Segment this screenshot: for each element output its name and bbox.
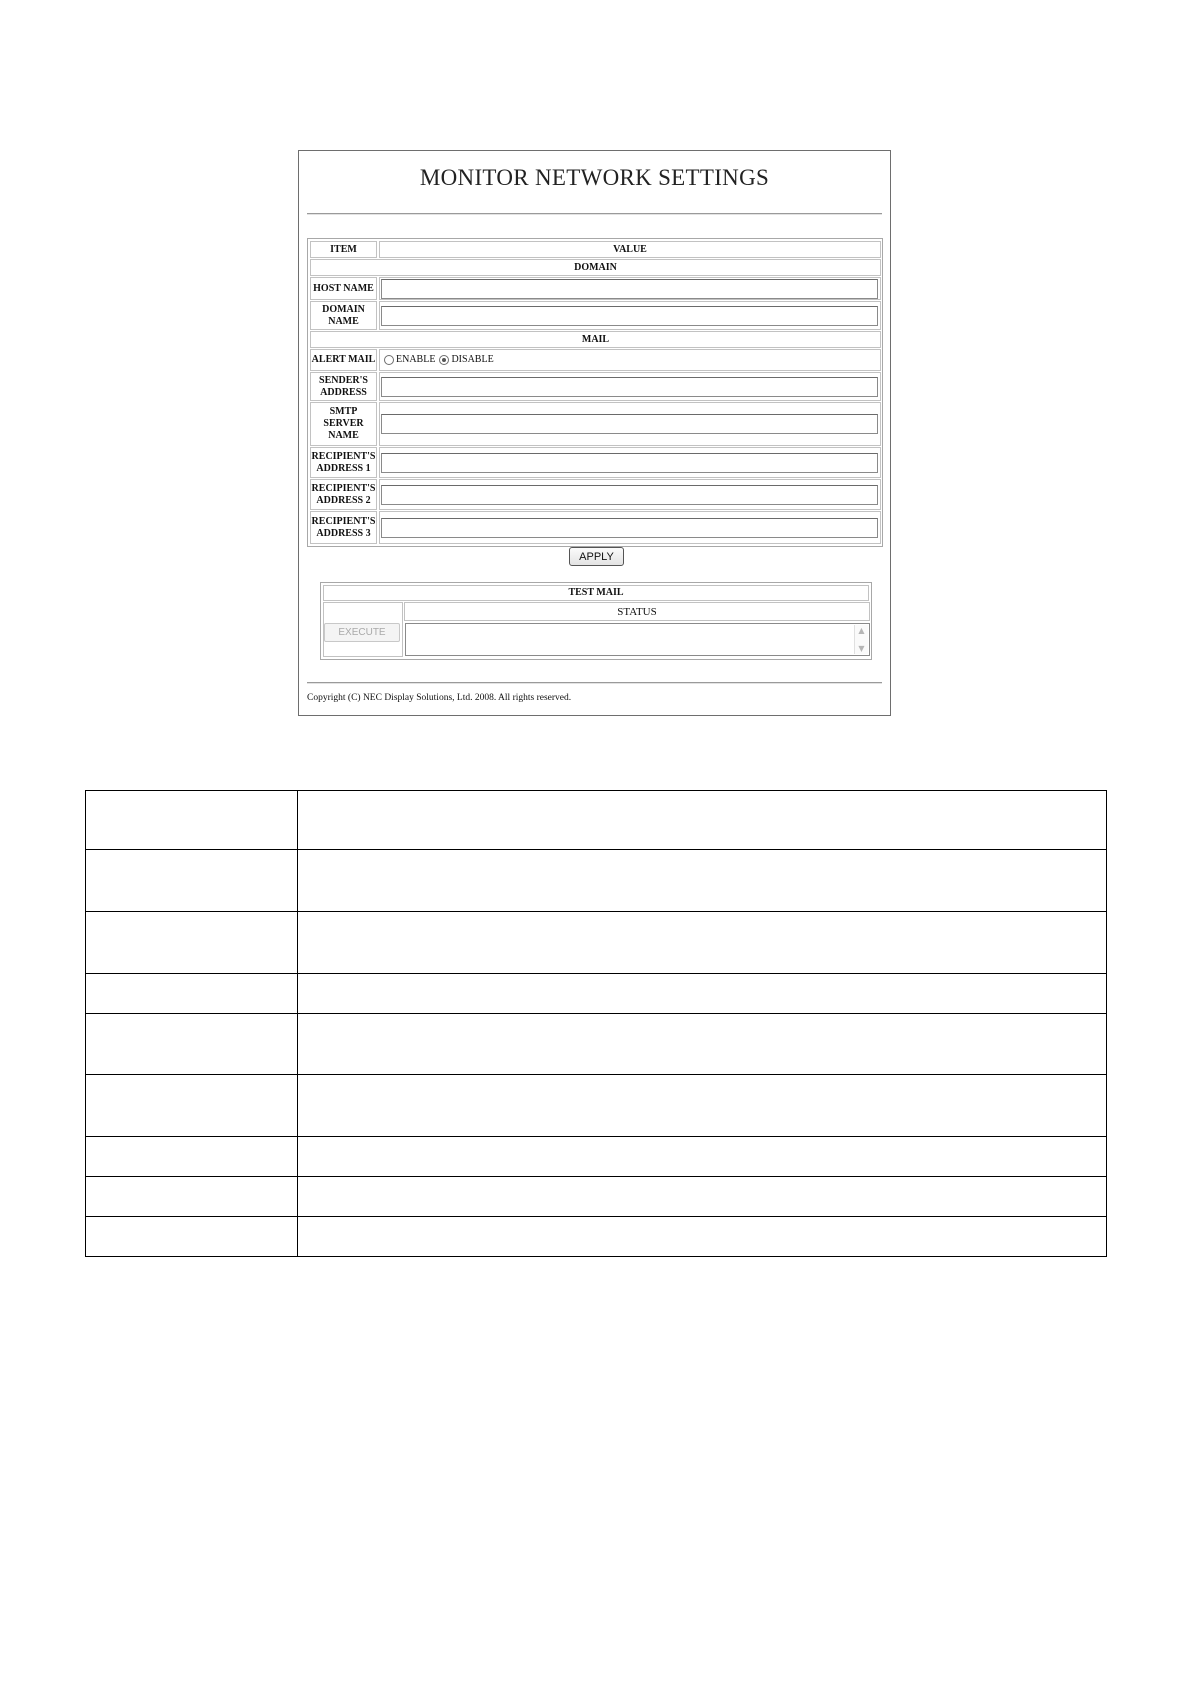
table-cell <box>86 974 298 1014</box>
label-recipient-address-1: RECIPIENT'S ADDRESS 1 <box>310 447 377 478</box>
senders-address-input[interactable] <box>381 377 878 397</box>
test-mail-title: TEST MAIL <box>323 585 869 601</box>
test-mail-panel <box>320 582 872 660</box>
host-name-input[interactable] <box>381 279 878 299</box>
settings-table <box>307 238 883 547</box>
table-cell <box>86 791 298 850</box>
table-row <box>86 850 1107 912</box>
table-cell <box>298 974 1107 1014</box>
column-header-item: ITEM <box>310 241 377 258</box>
section-header-domain: DOMAIN <box>310 259 881 276</box>
value-cell-domain-name <box>379 301 881 330</box>
table-row <box>86 791 1107 850</box>
description-table <box>85 790 1107 1257</box>
label-senders-address: SENDER'S ADDRESS <box>310 372 377 401</box>
table-cell <box>298 1217 1107 1257</box>
value-cell-host-name <box>379 277 881 300</box>
scroll-up-icon[interactable]: ▲ <box>858 626 865 635</box>
table-row <box>86 912 1107 974</box>
table-cell <box>86 1137 298 1177</box>
table-cell <box>298 850 1107 912</box>
recipient-address-2-input[interactable] <box>381 485 878 505</box>
table-cell <box>298 1014 1107 1075</box>
smtp-server-name-input[interactable] <box>381 414 878 434</box>
enable-radio-label[interactable]: ENABLE <box>396 354 436 365</box>
label-alert-mail: ALERT MAIL <box>310 349 377 371</box>
table-cell <box>298 1075 1107 1137</box>
divider-bottom <box>307 682 882 684</box>
recipient-address-1-input[interactable] <box>381 453 878 473</box>
label-recipient-address-2: RECIPIENT'S ADDRESS 2 <box>310 479 377 510</box>
enable-radio[interactable] <box>384 355 394 365</box>
value-cell-recipient-address-1 <box>379 447 881 478</box>
value-cell-recipient-address-3 <box>379 511 881 544</box>
page-title: MONITOR NETWORK SETTINGS <box>419 165 770 190</box>
table-cell <box>298 1177 1107 1217</box>
status-textarea[interactable] <box>405 623 870 656</box>
monitor-network-settings-screenshot <box>298 150 891 716</box>
table-cell <box>298 791 1107 850</box>
section-header-mail: MAIL <box>310 331 881 348</box>
disable-radio[interactable] <box>439 355 449 365</box>
table-row <box>86 1014 1107 1075</box>
table-cell <box>86 1217 298 1257</box>
recipient-address-3-input[interactable] <box>381 518 878 538</box>
table-cell <box>86 850 298 912</box>
table-cell <box>86 1014 298 1075</box>
status-header: STATUS <box>404 602 870 621</box>
divider-top <box>307 213 882 215</box>
table-cell <box>298 912 1107 974</box>
value-cell-smtp-server-name <box>379 402 881 446</box>
label-smtp-server-name: SMTP SERVER NAME <box>310 402 377 446</box>
value-cell-recipient-address-2 <box>379 479 881 510</box>
scroll-down-icon[interactable]: ▼ <box>858 644 865 653</box>
alert-mail-radio-group <box>381 354 498 366</box>
label-domain-name: DOMAIN NAME <box>310 301 377 330</box>
table-cell <box>86 1075 298 1137</box>
disable-radio-label[interactable]: DISABLE <box>451 354 494 365</box>
execute-button[interactable]: EXECUTE <box>324 623 400 642</box>
status-scrollbar[interactable] <box>854 625 868 654</box>
label-recipient-address-3: RECIPIENT'S ADDRESS 3 <box>310 511 377 544</box>
table-row <box>86 1177 1107 1217</box>
apply-button[interactable]: APPLY <box>569 547 624 566</box>
label-host-name: HOST NAME <box>310 277 377 300</box>
table-cell <box>86 1177 298 1217</box>
copyright-text: Copyright (C) NEC Display Solutions, Ltd. 2008. All rights reserved. <box>307 693 572 703</box>
column-header-value: VALUE <box>379 241 881 258</box>
table-row <box>86 974 1107 1014</box>
table-row <box>86 1075 1107 1137</box>
value-cell-alert-mail <box>379 349 881 371</box>
table-cell <box>298 1137 1107 1177</box>
table-row <box>86 1137 1107 1177</box>
domain-name-input[interactable] <box>381 306 878 326</box>
table-row <box>86 1217 1107 1257</box>
table-cell <box>86 912 298 974</box>
value-cell-senders-address <box>379 372 881 401</box>
